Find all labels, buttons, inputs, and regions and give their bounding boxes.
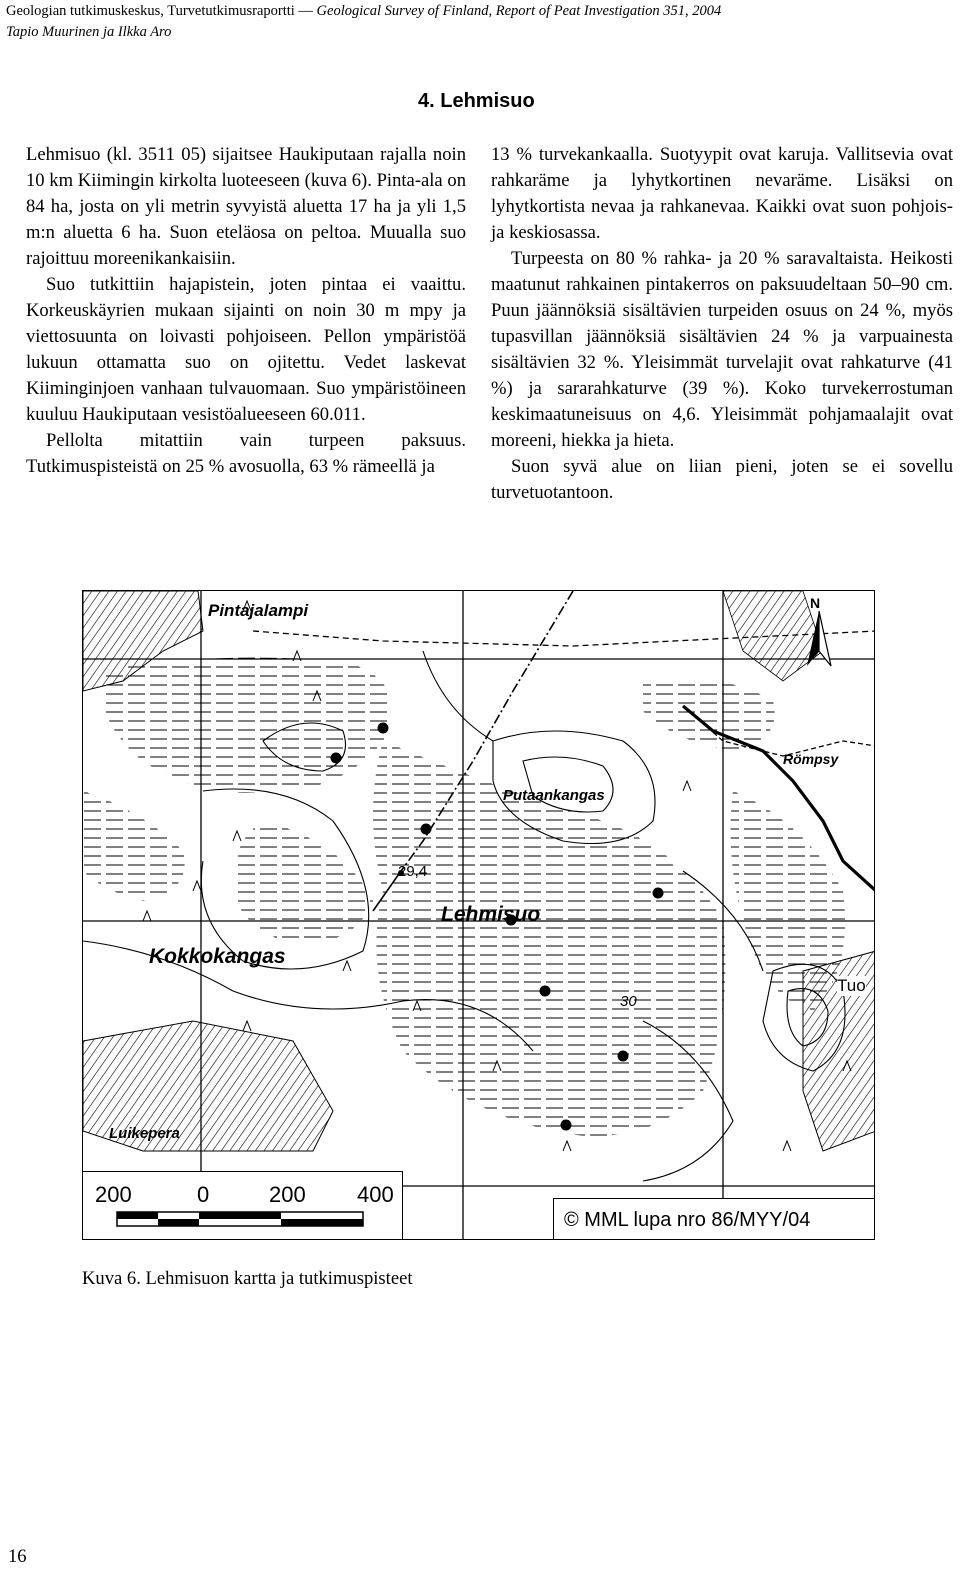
header-publisher: Geologian tutkimuskeskus, Turvetutkimusraportti — [6, 3, 317, 19]
north-label: N [810, 595, 821, 611]
map-label-pintajalampi: Pintajalampi [208, 601, 309, 620]
header-series: Geological Survey of Finland, Report of Peat Investigation 351, 2004 [316, 3, 722, 19]
survey-point [653, 888, 664, 899]
map-label-tuo: Tuo [837, 976, 866, 995]
map-copyright: © MML lupa nro 86/MYY/04 [553, 1198, 875, 1240]
survey-point [421, 824, 432, 835]
scale-bar [83, 1171, 403, 1240]
peat-bog-map [82, 590, 875, 1240]
left-column [26, 142, 466, 480]
map-label-kokkokangas: Kokkokangas [149, 945, 286, 968]
scale-label: 400 [357, 1182, 394, 1207]
page-number: 16 [8, 1546, 27, 1567]
paragraph: 13 % turvekankaalla. Suotyypit ovat karuja. Vallitsevia ovat rahkaräme ja lyhytkortinen nevaräme. Lisäksi on lyhytkortista nevaa ja rahkanevaa. Kaikki ovat suon pohjois- ja keskiosassa. [491, 144, 953, 243]
survey-point [540, 986, 551, 997]
scale-label: 200 [95, 1182, 132, 1207]
survey-point [331, 753, 342, 764]
map-label-contour-30: 30 [620, 993, 637, 1010]
report-header [6, 1, 721, 21]
figure-caption: Kuva 6. Lehmisuon kartta ja tutkimuspisteet [82, 1268, 413, 1289]
scale-label: 0 [197, 1182, 210, 1207]
scale-label: 200 [269, 1182, 306, 1207]
header-authors: Tapio Muurinen ja Ilkka Aro [6, 24, 172, 40]
paragraph: Suo tutkittiin hajapistein, joten pintaa ei vaaittu. Korkeuskäyrien mukaan sijainti on noin 30 m mpy ja viettosuunta on loivasti pohjoiseen. Pellon ympäristöä lukuun ottamatta suo on ojitettu. Vedet laskevat Kiiminginjoen vanhaan tulvauomaan. Suo ympäristöineen kuuluu Haukiputaan vesistöalueeseen 60.011. [26, 274, 466, 425]
paragraph: Suon syvä alue on liian pieni, joten se ei sovellu turvetuotantoon. [491, 456, 953, 503]
survey-point [618, 1051, 629, 1062]
map-label-rompsy: Römpsy [783, 751, 839, 767]
map-label-luikepera: Luikepera [109, 1125, 180, 1142]
map-label-elevation: 29,4 [398, 863, 428, 880]
survey-point [378, 723, 389, 734]
scale-bar-graphic [83, 1172, 403, 1240]
right-column [491, 142, 953, 506]
map-label-lehmisuo: Lehmisuo [441, 903, 541, 926]
map-label-putaankangas: Putaankangas [503, 787, 605, 804]
section-title: 4. Lehmisuo [418, 90, 535, 112]
paragraph: Turpeesta on 80 % rahka- ja 20 % saravaltaista. Heikosti maatunut rahkainen pintakerros on paksuudeltaan 50–90 cm. Puun jäännöksiä sisältävien turpeiden osuus on 24 %, myös tupasvillan jäännöksiä sisältävien 24 % ja varpuainesta sisältävien 32 %. Yleisimmät turvelajit ovat rahkaturve (41 %) ja sararahkaturve (39 %). Koko turvekerrostuman keskimaatuneisuus on 4,6. Yleisimmät pohjamaalajit ovat moreeni, hiekka ja hieta. [491, 248, 953, 451]
paragraph: Lehmisuo (kl. 3511 05) sijaitsee Haukiputaan rajalla noin 10 km Kiimingin kirkolta luoteeseen (kuva 6). Pinta-ala on 84 ha, josta on yli metrin syvyistä aluetta 17 ha ja yli 1,5 m:n aluetta 6 ha. Suon eteläosa on peltoa. Muualla suo rajoittuu moreenikankaisiin. [26, 144, 466, 269]
survey-point [561, 1120, 572, 1131]
paragraph: Pellolta mitattiin vain turpeen paksuus. Tutkimuspisteistä on 25 % avosuolla, 63 % rämeellä ja [26, 430, 466, 477]
